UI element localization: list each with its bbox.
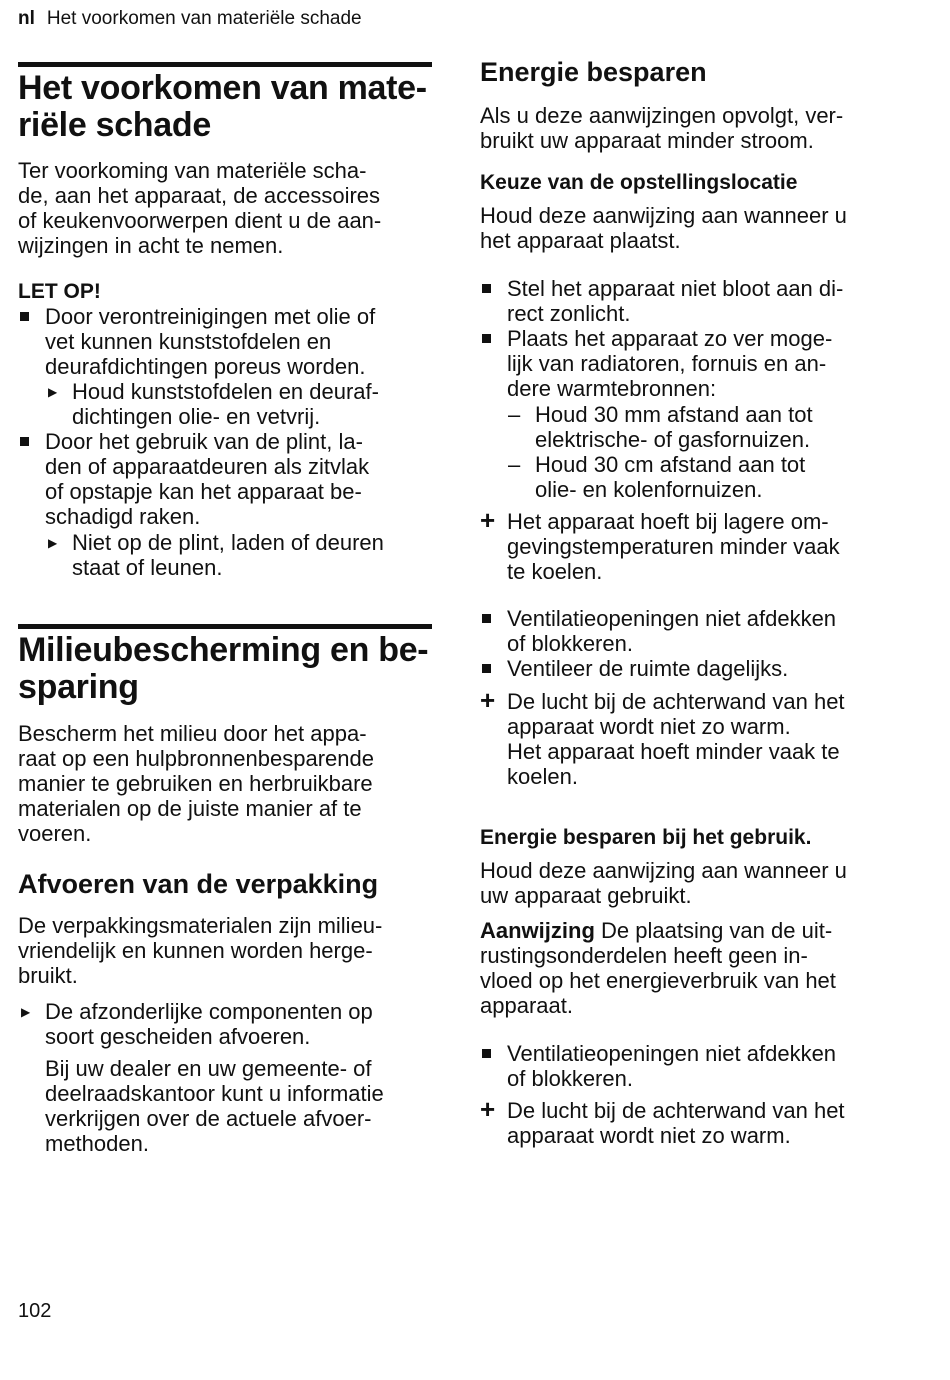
- note-text: De plaatsing van de uit- rustingsonderdelen heeft geen in- vloed op het energieverbruik van het apparaat.: [480, 918, 836, 1018]
- damage-intro: Ter voorkoming van materiële scha- de, aan het apparaat, de accessoires of keukenvoorwerpen dient u de aan- wijzingen in acht te nemen.: [18, 158, 382, 258]
- arrow-bullet-icon: ▶: [48, 536, 58, 550]
- instruction-step-text: De afzonderlijke componenten op soort gescheiden afvoeren.: [45, 999, 373, 1049]
- list-item: [480, 276, 900, 326]
- list-item-text: Ventilatieopeningen niet afdekken of blokkeren.: [507, 1041, 837, 1091]
- square-bullet-icon: [20, 312, 29, 321]
- square-bullet-icon: [482, 1049, 491, 1058]
- list-item-text: Ventilatieopeningen niet afdekken of blokkeren.: [507, 606, 837, 656]
- warning-label: LET OP!: [18, 280, 101, 303]
- energy-intro: Als u deze aanwijzingen opvolgt, ver- bruikt uw apparaat minder stroom.: [480, 103, 844, 153]
- section-rule: [18, 624, 432, 629]
- square-bullet-icon: [482, 334, 491, 343]
- header-title: Het voorkomen van materiële schade: [46, 8, 362, 29]
- list-item-text: Plaats het apparaat zo ver moge- lijk van radiatoren, fornuis en an- dere warmtebronnen:: [507, 326, 833, 401]
- benefit-text: Het apparaat hoeft bij lagere om- gevingstemperaturen minder vaak te koelen.: [507, 509, 840, 584]
- square-bullet-icon: [482, 664, 491, 673]
- benefit-text: De lucht bij de achterwand van het apparaat wordt niet zo warm.: [507, 1098, 845, 1148]
- section-title-environment: Milieubescherming en be- sparing: [18, 631, 429, 706]
- list-item: [480, 1041, 900, 1091]
- benefit-item: [480, 505, 900, 584]
- disposal-note: Bij uw dealer en uw gemeente- of deelraadskantoor kunt u informatie verkrijgen over de actuele afvoer- methoden.: [45, 1056, 384, 1156]
- plus-icon: +: [480, 1094, 496, 1124]
- sub-instruction-text: Houd kunststofdelen en deuraf- dichtingen olie- en vetvrij.: [72, 379, 379, 429]
- dash-item: [480, 402, 900, 452]
- list-item: [480, 606, 900, 656]
- benefit-text: De lucht bij de achterwand van het apparaat wordt niet zo warm. Het apparaat hoeft minder vaak te koelen.: [507, 689, 845, 789]
- dash-item-text: Houd 30 mm afstand aan tot elektrische- of gasfornuizen.: [535, 402, 813, 452]
- dash-item-text: Houd 30 cm afstand aan tot olie- en kolenfornuizen.: [535, 452, 806, 502]
- benefit-item: [480, 685, 900, 789]
- square-bullet-icon: [482, 284, 491, 293]
- dash-item: [480, 452, 900, 502]
- list-item: [480, 656, 900, 681]
- section-rule: [18, 62, 432, 67]
- running-header: [18, 8, 362, 30]
- packaging-title: Afvoeren van de verpakking: [18, 869, 379, 899]
- square-bullet-icon: [20, 437, 29, 446]
- language-code: nl: [18, 8, 35, 29]
- sub-instruction: [18, 379, 432, 429]
- location-intro: Houd deze aanwijzing aan wanneer u het apparaat plaatst.: [480, 203, 847, 253]
- list-item: [480, 326, 900, 401]
- section-title-damage: Het voorkomen van mate- riële schade: [18, 69, 427, 144]
- environment-intro: Bescherm het milieu door het appa- raat op een hulpbronnenbesparende manier te gebruiken en herbruikbare materialen op de juiste manier af te voeren.: [18, 721, 374, 846]
- plus-icon: +: [480, 685, 496, 715]
- arrow-bullet-icon: ▶: [48, 385, 58, 399]
- list-item-text: Ventileer de ruimte dagelijks.: [507, 656, 789, 681]
- instruction-step: [18, 999, 432, 1049]
- plus-icon: +: [480, 505, 496, 535]
- square-bullet-icon: [482, 614, 491, 623]
- note-label: Aanwijzing: [480, 918, 595, 943]
- list-item: [18, 429, 432, 529]
- energy-title: Energie besparen: [480, 57, 707, 87]
- note-paragraph: [480, 918, 900, 1018]
- location-title: Keuze van de opstellingslocatie: [480, 171, 798, 194]
- sub-instruction-text: Niet op de plint, laden of deuren staat of leunen.: [72, 530, 384, 580]
- dash-bullet-icon: –: [508, 452, 521, 477]
- usage-title: Energie besparen bij het gebruik.: [480, 826, 812, 849]
- sub-instruction: [18, 530, 432, 580]
- list-item-text: Stel het apparaat niet bloot aan di- rect zonlicht.: [507, 276, 844, 326]
- list-item: [18, 304, 432, 379]
- list-item-text: Door het gebruik van de plint, la- den of apparaatdeuren als zitvlak of opstapje kan het apparaat be- schadigd raken.: [45, 429, 370, 529]
- usage-intro: Houd deze aanwijzing aan wanneer u uw apparaat gebruikt.: [480, 858, 847, 908]
- arrow-bullet-icon: ▶: [21, 1005, 31, 1019]
- packaging-text: De verpakkingsmaterialen zijn milieu- vriendelijk en kunnen worden herge- bruikt.: [18, 913, 383, 988]
- dash-bullet-icon: –: [508, 402, 521, 427]
- list-item-text: Door verontreinigingen met olie of vet kunnen kunststofdelen en deurafdichtingen poreus worden.: [45, 304, 376, 379]
- benefit-item: [480, 1094, 900, 1148]
- page-number: 102: [18, 1300, 52, 1322]
